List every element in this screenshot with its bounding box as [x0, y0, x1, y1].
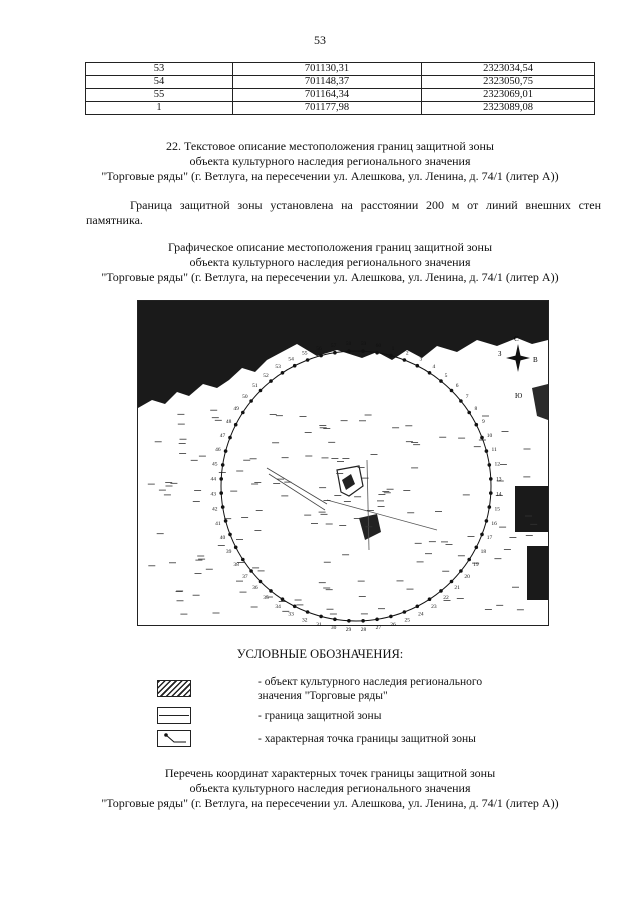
- y-coordinate-cell: 2323050,75: [422, 76, 595, 89]
- boundary-point: [347, 349, 351, 353]
- boundary-point-label: 55: [302, 350, 308, 357]
- boundary-point-label: 51: [252, 382, 258, 389]
- boundary-point: [259, 389, 263, 393]
- boundary-point: [224, 519, 228, 523]
- boundary-point: [480, 533, 484, 537]
- boundary-point: [241, 558, 245, 562]
- legend-monument-text: [258, 675, 558, 703]
- boundary-point-label: 38: [233, 561, 239, 568]
- boundary-point-label: 56: [316, 345, 322, 352]
- boundary-point-label: 46: [215, 447, 221, 453]
- boundary-point-label: 37: [242, 574, 248, 580]
- boundary-point-label: 34: [275, 603, 281, 610]
- compass-north: С: [514, 335, 519, 343]
- point-number-cell: 55: [86, 89, 233, 102]
- boundary-point: [485, 519, 489, 523]
- boundary-point-label: 50: [242, 394, 248, 400]
- boundary-point: [306, 358, 310, 362]
- boundary-point: [428, 371, 432, 375]
- legend-point-symbol: [157, 730, 191, 747]
- boundary-point-label: 60: [375, 342, 382, 349]
- boundary-point: [428, 597, 432, 601]
- boundary-point-label: 39: [225, 548, 232, 555]
- x-coordinate-cell: 701148,37: [233, 76, 422, 89]
- section-22-line-1: 22. Текстовое описание местоположения границ защитной зоны: [166, 139, 494, 153]
- y-coordinate-cell: 2323089,08: [422, 102, 595, 115]
- boundary-point: [480, 436, 484, 440]
- point-number-cell: 54: [86, 76, 233, 89]
- boundary-point: [306, 610, 310, 614]
- boundary-point-label: 6: [455, 382, 459, 389]
- legend-monument-line-1: - объект культурного наследия регионального: [258, 676, 483, 688]
- boundary-point: [485, 449, 489, 453]
- boundary-point: [488, 463, 492, 467]
- boundary-point: [489, 477, 493, 481]
- legend-title: УСЛОВНЫЕ ОБОЗНАЧЕНИЯ:: [236, 647, 404, 661]
- boundary-point-label: 53: [275, 364, 281, 371]
- boundary-point: [281, 597, 285, 601]
- boundary-point-label: 23: [431, 603, 437, 610]
- boundary-point-label: 41: [215, 521, 221, 527]
- boundary-point: [389, 615, 393, 619]
- boundary-point: [221, 505, 225, 509]
- boundary-point-label: 1: [391, 345, 395, 352]
- boundary-point: [361, 349, 365, 353]
- compass-south: Ю: [515, 392, 523, 400]
- boundary-point: [459, 569, 463, 573]
- boundary-point-label: 24: [418, 611, 424, 618]
- boundary-point: [475, 546, 479, 550]
- boundary-point: [416, 605, 420, 609]
- boundary-point: [450, 580, 454, 584]
- boundary-point-label: 28: [360, 626, 367, 633]
- boundary-point-label: 30: [330, 625, 337, 632]
- graphic-line-3: "Торговые ряды" (г. Ветлуга, на пересечении ул. Алешкова, ул. Ленина, д. 74/1 (литер А)): [101, 270, 559, 284]
- boundary-point-label: 59: [360, 341, 367, 348]
- boundary-point: [333, 351, 337, 355]
- boundary-point-label: 17: [486, 535, 493, 542]
- boundary-point: [234, 423, 238, 427]
- boundary-point-label: 58: [345, 341, 352, 348]
- boundary-point: [361, 619, 365, 623]
- legend-boundary-text: - граница защитной зоны: [258, 710, 382, 722]
- perechen-line-3: "Торговые ряды" (г. Ветлуга, на пересечении ул. Алешкова, ул. Ленина, д. 74/1 (литер А)): [101, 796, 559, 810]
- legend-monument-symbol: [157, 680, 191, 697]
- boundary-point-label: 5: [444, 372, 448, 379]
- boundary-point-label: 33: [288, 611, 294, 618]
- boundary-point-label: 21: [454, 585, 460, 592]
- boundary-paragraph: Граница защитной зоны установлена на расстоянии 200 м от линий внешних стен памятника.: [86, 198, 601, 227]
- boundary-point-label: 52: [263, 372, 269, 379]
- legend-boundary-symbol: [157, 707, 191, 724]
- boundary-point: [219, 477, 223, 481]
- boundary-point: [259, 580, 263, 584]
- boundary-point: [228, 533, 232, 537]
- boundary-point-label: 40: [219, 535, 226, 542]
- boundary-point-label: 10: [486, 432, 493, 439]
- y-coordinate-cell: 2323069,01: [422, 89, 595, 102]
- legend-monument-line-2: значения "Торговые ряды": [258, 690, 388, 702]
- perechen-line-1: Перечень координат характерных точек границы защитной зоны: [164, 766, 496, 780]
- boundary-point-label: 12: [494, 461, 500, 468]
- boundary-point-label: 3: [419, 356, 423, 363]
- table-row: [86, 63, 595, 76]
- boundary-point-label: 16: [491, 521, 497, 527]
- protection-zone-map: [137, 300, 549, 633]
- boundary-point: [293, 364, 297, 368]
- boundary-point-label: 13: [496, 476, 502, 483]
- boundary-point: [269, 589, 273, 593]
- boundary-point-label: 35: [263, 595, 269, 602]
- boundary-point-label: 43: [210, 491, 216, 498]
- section-22-heading: [60, 139, 600, 184]
- boundary-point-label: 4: [432, 364, 436, 371]
- boundary-point: [241, 411, 245, 415]
- boundary-point-label: 45: [212, 461, 218, 468]
- boundary-point-label: 22: [443, 595, 449, 602]
- perechen-heading: [60, 766, 600, 811]
- boundary-point-label: 11: [491, 447, 497, 453]
- boundary-point: [347, 619, 351, 623]
- boundary-point: [450, 389, 454, 393]
- boundary-point-label: 25: [404, 617, 410, 624]
- boundary-point-label: 9: [482, 419, 485, 426]
- boundary-point: [375, 351, 379, 355]
- boundary-point-label: 20: [464, 574, 470, 580]
- boundary-point: [489, 491, 493, 495]
- boundary-point-label: 36: [252, 585, 258, 592]
- page-number: 53: [314, 33, 326, 47]
- boundary-point-label: 27: [375, 625, 382, 632]
- boundary-point: [416, 364, 420, 368]
- graphic-line-2: объекта культурного наследия регионального значения: [189, 255, 471, 269]
- table-row: [86, 76, 595, 89]
- boundary-point: [319, 354, 323, 358]
- boundary-point-label: 54: [288, 356, 294, 363]
- point-number-cell: 53: [86, 63, 233, 76]
- boundary-point-label: 19: [473, 561, 479, 568]
- boundary-point-label: 49: [233, 406, 239, 413]
- x-coordinate-cell: 701130,31: [233, 63, 422, 76]
- boundary-point: [293, 605, 297, 609]
- boundary-point: [467, 558, 471, 562]
- boundary-point-label: 44: [210, 476, 216, 483]
- boundary-point-label: 42: [212, 506, 218, 513]
- boundary-point: [281, 371, 285, 375]
- boundary-point: [439, 589, 443, 593]
- boundary-point: [467, 411, 471, 415]
- boundary-point-label: 14: [496, 491, 502, 498]
- boundary-point: [375, 618, 379, 622]
- section-22-line-3: "Торговые ряды" (г. Ветлуга, на пересечении ул. Алешкова, ул. Ленина, д. 74/1 (литер А)): [101, 169, 559, 183]
- compass-east: В: [533, 356, 538, 364]
- boundary-point-label: 31: [316, 622, 322, 629]
- perechen-line-2: объекта культурного наследия регионального значения: [189, 781, 471, 795]
- boundary-point-label: 26: [390, 622, 396, 629]
- boundary-point: [228, 436, 232, 440]
- boundary-point: [475, 423, 479, 427]
- boundary-point: [389, 354, 393, 358]
- boundary-point-label: 8: [474, 406, 478, 413]
- boundary-point-label: 18: [480, 548, 487, 555]
- dark-block-right-2: [527, 546, 548, 600]
- boundary-point-label: 2: [405, 350, 409, 357]
- graphic-heading: [60, 240, 600, 285]
- boundary-point: [333, 618, 337, 622]
- boundary-point: [249, 399, 253, 403]
- point-number-cell: 1: [86, 102, 233, 115]
- boundary-point: [221, 463, 225, 467]
- boundary-point-label: 7: [465, 394, 469, 400]
- x-coordinate-cell: 701177,98: [233, 102, 422, 115]
- boundary-point: [234, 546, 238, 550]
- y-coordinate-cell: 2323034,54: [422, 63, 595, 76]
- boundary-point: [224, 449, 228, 453]
- section-22-line-2: объекта культурного наследия регионального значения: [189, 154, 471, 168]
- boundary-point: [488, 505, 492, 509]
- legend-point-text: - характерная точка границы защитной зоны: [258, 733, 476, 745]
- boundary-point-label: 15: [494, 506, 500, 513]
- x-coordinate-cell: 701164,34: [233, 89, 422, 102]
- boundary-point: [439, 379, 443, 383]
- table-row: [86, 89, 595, 102]
- boundary-point-label: 57: [330, 342, 337, 349]
- boundary-point: [219, 491, 223, 495]
- boundary-point: [403, 358, 407, 362]
- boundary-point: [269, 379, 273, 383]
- boundary-point-label: 29: [345, 626, 352, 633]
- boundary-point-label: 47: [219, 432, 226, 439]
- boundary-point-label: 48: [225, 419, 232, 426]
- boundary-point: [249, 569, 253, 573]
- dark-block-right-1: [515, 486, 548, 532]
- compass-west: З: [498, 350, 502, 358]
- graphic-line-1: Графическое описание местоположения границ защитной зоны: [167, 240, 493, 254]
- boundary-point-label: 32: [302, 617, 308, 624]
- boundary-point: [459, 399, 463, 403]
- coordinate-table: [85, 62, 595, 115]
- boundary-point: [403, 610, 407, 614]
- table-row: [86, 102, 595, 115]
- boundary-point: [319, 615, 323, 619]
